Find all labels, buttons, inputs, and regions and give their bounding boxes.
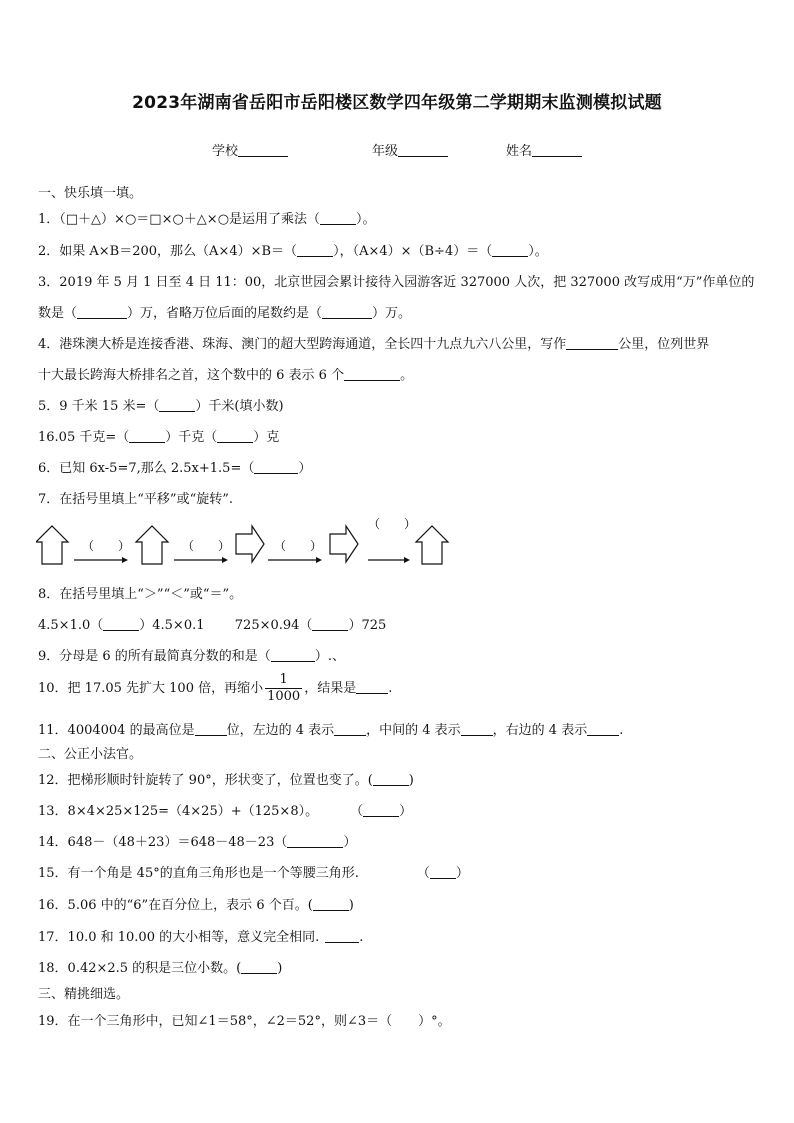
right-arrow-shape-2 bbox=[330, 526, 358, 562]
question-13 bbox=[38, 800, 412, 819]
q1-text: 1．（□＋△）×○＝□×○＋△×○是运用了乘法（ bbox=[38, 212, 321, 227]
q3-text-a: 数是（ bbox=[38, 306, 78, 321]
question-19: 19．在一个三角形中，已知∠1＝58°，∠2＝52°，则∠3＝（ ）°。 bbox=[38, 1014, 451, 1029]
q11-text-d: ，右边的 4 表示 bbox=[492, 723, 588, 738]
question-4-line-2 bbox=[38, 364, 413, 383]
q14-blank[interactable] bbox=[287, 835, 343, 848]
q4-text-b: 公里，位列世界 bbox=[618, 337, 710, 352]
q13-paren-open: （ bbox=[350, 804, 364, 819]
question-12 bbox=[38, 769, 414, 788]
q8-blank-1[interactable] bbox=[103, 618, 139, 631]
question-1 bbox=[38, 208, 376, 227]
q2-end: ）。 bbox=[528, 244, 548, 259]
q8-text-b: ）4.5×0.1 bbox=[139, 618, 205, 633]
right-arrowhead-2 bbox=[222, 557, 228, 563]
page-title: 2023年湖南省岳阳市岳阳楼区数学四年级第二学期期末监测模拟试题 bbox=[132, 93, 662, 113]
school-label: 学校 bbox=[212, 144, 239, 159]
q11-text-c: ，中间的 4 表示 bbox=[366, 723, 461, 738]
q14-end: ） bbox=[343, 835, 357, 850]
q9-blank[interactable] bbox=[271, 649, 315, 662]
q5-end: ）克 bbox=[253, 430, 280, 445]
q18-blank[interactable] bbox=[241, 961, 277, 974]
q9-end: ）.、 bbox=[314, 649, 345, 664]
q5-text-b: ）千米(填小数) bbox=[195, 399, 284, 414]
right-arrowhead-3 bbox=[316, 557, 322, 563]
q6-blank[interactable] bbox=[254, 461, 298, 474]
q11-blank-3[interactable] bbox=[461, 723, 493, 736]
q13-end: ） bbox=[399, 804, 413, 819]
q11-text-b: 位，左边的 4 表示 bbox=[226, 723, 335, 738]
q9-text: 9．分母是 6 的所有最简真分数的和是（ bbox=[38, 649, 271, 664]
q11-blank-1[interactable] bbox=[195, 723, 227, 736]
q11-end: . bbox=[619, 723, 624, 738]
q10-end: . bbox=[388, 681, 393, 696]
q5-blank-1[interactable] bbox=[159, 399, 195, 412]
q6-text: 6．已知 6x-5=7,那么 2.5x+1.5=（ bbox=[38, 461, 255, 476]
q7-paren-1[interactable]: （ ） bbox=[82, 539, 131, 553]
question-6 bbox=[38, 457, 311, 476]
q15-end: ） bbox=[455, 866, 469, 881]
q14-text: 14．648－（48＋23）＝648－48－23（ bbox=[38, 835, 288, 850]
right-arrowhead-1 bbox=[122, 557, 128, 563]
up-arrow-shape-2 bbox=[136, 526, 168, 564]
up-arrow-shape-1 bbox=[36, 526, 68, 564]
q1-end: ）。 bbox=[356, 212, 376, 227]
question-5-line-1 bbox=[38, 395, 284, 414]
grade-label: 年级 bbox=[372, 144, 399, 159]
question-15 bbox=[38, 862, 469, 881]
q18-text: 18．0.42×2.5 的积是三位小数。( bbox=[38, 961, 242, 976]
up-arrow-shape-3 bbox=[416, 526, 448, 564]
q10-denominator: 1000 bbox=[267, 689, 301, 704]
question-4-line-1 bbox=[38, 333, 709, 352]
q16-end: ) bbox=[348, 898, 354, 913]
q15-text: 15．有一个角是 45°的直角三角形也是一个等腰三角形. bbox=[38, 866, 359, 881]
q13-blank[interactable] bbox=[363, 804, 399, 817]
q10-text-a: 10．把 17.05 先扩大 100 倍，再缩小 bbox=[38, 681, 264, 696]
question-10 bbox=[38, 672, 392, 705]
q3-blank-2[interactable] bbox=[322, 306, 372, 319]
q4-blank-1[interactable] bbox=[566, 337, 618, 350]
name-label: 姓名 bbox=[506, 144, 533, 159]
question-5-line-2 bbox=[38, 426, 279, 445]
q8-blank-2[interactable] bbox=[312, 618, 348, 631]
grade-blank[interactable] bbox=[398, 144, 448, 157]
q12-blank[interactable] bbox=[373, 773, 409, 786]
q2-text-b: ），（A×4）×（B÷4）＝（ bbox=[333, 244, 493, 259]
q15-paren-open: （ bbox=[416, 866, 430, 881]
q2-text-a: 2．如果 A×B＝200，那么（A×4）×B＝（ bbox=[38, 244, 298, 259]
question-8-items bbox=[38, 614, 386, 633]
right-arrow-shape-1 bbox=[236, 526, 264, 562]
question-16 bbox=[38, 894, 354, 913]
school-field bbox=[212, 140, 288, 159]
q8-text-d: ）725 bbox=[348, 618, 387, 633]
question-17 bbox=[38, 926, 363, 945]
q11-blank-2[interactable] bbox=[334, 723, 366, 736]
question-7: 7．在括号里填上“平移”或“旋转”. bbox=[38, 492, 233, 507]
question-3-line-1: 3．2019 年 5 月 1 日至 4 日 11：00，北京世园会累计接待入园游客近 327000 人次，把 327000 改写成用“万”作单位的 bbox=[38, 275, 755, 290]
q4-end: 。 bbox=[400, 368, 414, 383]
q18-end: ) bbox=[277, 961, 283, 976]
q17-blank[interactable] bbox=[325, 930, 359, 943]
q7-paren-4[interactable]: （ ） bbox=[368, 518, 417, 531]
question-9 bbox=[38, 645, 345, 664]
right-arrowhead-4 bbox=[404, 557, 410, 563]
section-heading-3: 三、精挑细选。 bbox=[38, 987, 130, 1002]
q15-blank[interactable] bbox=[430, 866, 456, 879]
q1-blank[interactable] bbox=[320, 212, 356, 225]
q4-text-c: 十大最长跨海大桥排名之首，这个数中的 6 表示 6 个 bbox=[38, 368, 345, 383]
section-heading-2: 二、公正小法官。 bbox=[38, 747, 143, 762]
grade-field bbox=[372, 140, 448, 159]
q5-text-d: ）千克（ bbox=[165, 430, 218, 445]
q5-text-a: 5．9 千米 15 米=（ bbox=[38, 399, 160, 414]
q3-end: ）万。 bbox=[372, 306, 412, 321]
question-3-line-2 bbox=[38, 302, 411, 321]
question-2 bbox=[38, 240, 548, 259]
q2-blank-2[interactable] bbox=[492, 244, 528, 257]
question-8: 8．在括号里填上“＞”“＜”或“＝”。 bbox=[38, 587, 243, 602]
q4-blank-2[interactable] bbox=[344, 368, 400, 381]
q11-text-a: 11．4004004 的最高位是 bbox=[38, 723, 195, 738]
q6-end: ） bbox=[298, 461, 312, 476]
q7-diagram bbox=[36, 518, 466, 568]
q8-text-c: 725×0.94（ bbox=[234, 618, 313, 633]
q17-text: 17．10.0 和 10.00 的大小相等，意义完全相同. bbox=[38, 930, 320, 945]
q7-paren-2[interactable]: （ ） bbox=[182, 539, 231, 553]
q3-blank-1[interactable] bbox=[77, 306, 127, 319]
q5-blank-3[interactable] bbox=[217, 430, 253, 443]
q16-text: 16．5.06 中的“6”在百分位上，表示 6 个百。( bbox=[38, 898, 313, 913]
q17-end: . bbox=[359, 930, 364, 945]
q5-text-c: 16.05 千克=（ bbox=[38, 430, 130, 445]
q10-text-b: ，结果是 bbox=[304, 681, 357, 696]
q2-blank-1[interactable] bbox=[297, 244, 333, 257]
q11-blank-4[interactable] bbox=[587, 723, 619, 736]
q5-blank-2[interactable] bbox=[129, 430, 165, 443]
question-14 bbox=[38, 831, 356, 850]
q12-text: 12．把梯形顺时针旋转了 90°，形状变了，位置也变了。( bbox=[38, 773, 373, 788]
question-18 bbox=[38, 957, 282, 976]
q10-fraction bbox=[265, 672, 302, 705]
q3-text-b: ）万，省略万位后面的尾数约是（ bbox=[127, 306, 323, 321]
q16-blank[interactable] bbox=[313, 898, 349, 911]
question-11 bbox=[38, 719, 623, 738]
q10-numerator: 1 bbox=[265, 672, 302, 689]
q7-paren-3[interactable]: （ ） bbox=[274, 539, 323, 553]
school-blank[interactable] bbox=[238, 144, 288, 157]
q12-end: ) bbox=[408, 773, 414, 788]
name-blank[interactable] bbox=[532, 144, 582, 157]
q4-text-a: 4．港珠澳大桥是连接香港、珠海、澳门的超大型跨海通道，全长四十九点九六八公里，写作 bbox=[38, 337, 567, 352]
name-field bbox=[506, 140, 582, 159]
q10-blank[interactable] bbox=[356, 681, 388, 694]
q13-text: 13．8×4×25×125=（4×25）+（125×8）。 bbox=[38, 804, 319, 819]
section-heading-1: 一、快乐填一填。 bbox=[38, 186, 143, 201]
q8-text-a: 4.5×1.0（ bbox=[38, 618, 104, 633]
